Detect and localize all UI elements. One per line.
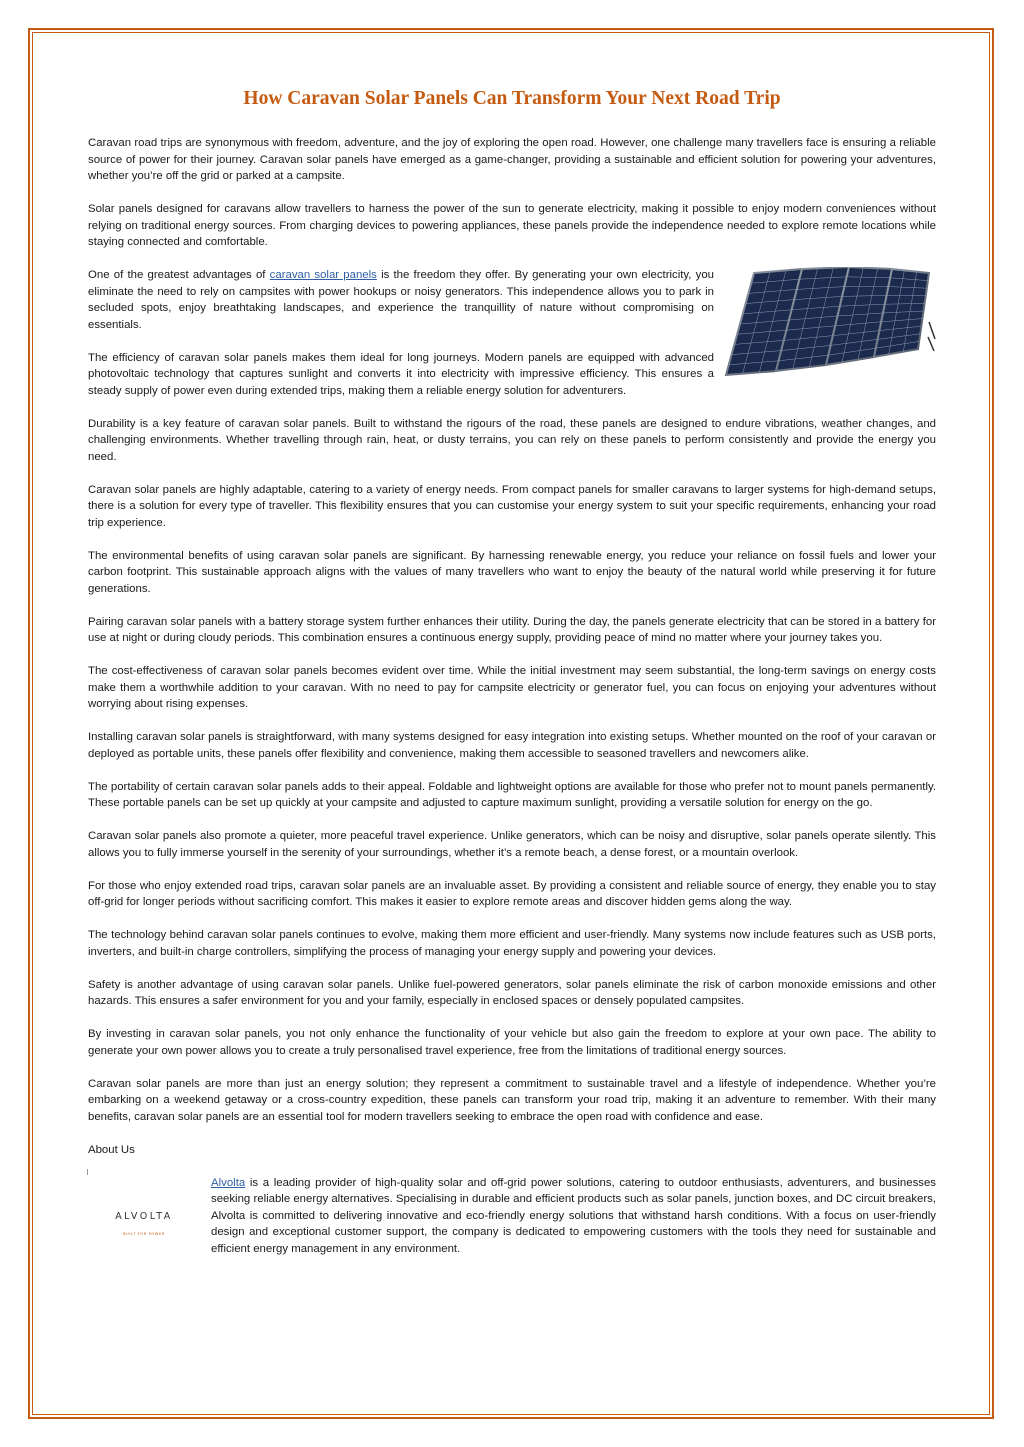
about-heading: About Us [88, 1143, 135, 1156]
alvolta-logo [88, 1175, 200, 1243]
paragraph: Caravan solar panels also promote a quieter, more peaceful travel experience. Unlike generators, which can be noisy and disruptive, solar panels operate silently. This allows you to fully immerse yourself in the serenity of your surroundings, whether it’s a remote beach, a dense forest, or a mountain overlook. [88, 830, 936, 859]
paragraph-intro: Caravan road trips are synonymous with freedom, adventure, and the joy of exploring the open road. However, one challenge many travellers face is ensuring a reliable source of power for their journey. Caravan solar panels have emerged as a game-changer, providing a sustainable and efficient solution for powering your adventures, whether you’re off the grid or parked at a campsite. [88, 137, 936, 182]
paragraph: By investing in caravan solar panels, you not only enhance the functionality of your vehicle but also gain the freedom to explore at your own pace. The ability to generate your own power allows you to create a truly personalised travel experience, free from the limitations of traditional energy sources. [88, 1028, 936, 1057]
paragraph: For those who enjoy extended road trips, caravan solar panels are an invaluable asset. By providing a consistent and reliable source of energy, they enable you to stay off-grid for longer periods without sacrificing comfort. This makes it easier to explore remote areas and discover hidden gems along the way. [88, 879, 936, 908]
paragraph: The portability of certain caravan solar panels adds to their appeal. Foldable and lightweight options are available for those who prefer not to mount panels permanently. These portable panels can be set up quickly at your campsite and adjusted to capture maximum sunlight, providing a versatile solution for energy on the go. [88, 780, 936, 809]
paragraph: Caravan solar panels are highly adaptable, catering to a variety of energy needs. From compact panels for smaller caravans to larger systems for high-demand setups, there is a solution for every type of traveller. This flexibility ensures that you can customise your energy system to suit your specific requirements, enhancing your road trip experience. [88, 483, 936, 529]
paragraph: The environmental benefits of using caravan solar panels are significant. By harnessing renewable energy, you reduce your reliance on fossil fuels and lower your carbon footprint. This sustainable approach aligns with the values of many travellers who want to enjoy the beauty of the natural world while preserving it for future generations. [88, 549, 936, 595]
paragraph: Durability is a key feature of caravan solar panels. Built to withstand the rigours of the road, these panels are designed to endure vibrations, weather changes, and challenging environments. Whether travelling through rain, heat, or dusty terrains, you can rely on these panels to perform consistently and provide the energy you need. [88, 417, 936, 463]
logo-wordmark: ALVOLTA [115, 1210, 173, 1222]
freedom-section [88, 267, 936, 399]
solar-panel-image [724, 267, 936, 377]
paragraphs-bottom [88, 416, 936, 1126]
paragraph: The technology behind caravan solar panels continues to evolve, making them more efficient and user-friendly. Many systems now include features such as USB ports, inverters, and built-in charge controllers, simplifying the process of managing your energy supply and powering your devices. [88, 929, 936, 958]
paragraph-efficiency: The efficiency of caravan solar panels makes them ideal for long journeys. Modern panels are equipped with advanced photovoltaic technology that captures sunlight and converts it into electricity with impressive efficiency. This ensures a steady supply of power even during extended trips, making them a reliable energy solution for adventurers. [88, 351, 714, 397]
freedom-text-end: is the freedom they offer. By generating your own electricity, you eliminate the need to rely on campsites with power hookups or noisy generators. This independence allows you to park in secluded spots, enjoy breathtaking landscapes, and experience the tranquillity of nature without compromising on essentials. [88, 269, 714, 331]
logo-tagline: BUILT FOR POWER [123, 1232, 165, 1236]
freedom-text-start: One of the greatest advantages of [88, 269, 270, 281]
article-title: How Caravan Solar Panels Can Transform Your Next Road Trip [243, 88, 781, 109]
paragraph-solar-design: Solar panels designed for caravans allow travellers to harness the power of the sun to generate electricity, making it possible to enjoy modern conveniences without relying on traditional energy sources. From charging devices to powering appliances, these panels provide the independence needed to explore remote locations while staying connected and comfortable. [88, 203, 936, 248]
divider-tick [87, 1169, 88, 1175]
about-block [88, 1175, 936, 1258]
paragraph: Caravan solar panels are more than just an energy solution; they represent a commitment to sustainable travel and a lifestyle of independence. Whether you’re embarking on a weekend getaway or a cross-country expedition, these panels can transform your road trip, making it an adventure to remember. With their many benefits, caravan solar panels are an essential tool for modern travellers seeking to embrace the open road with confidence and ease. [88, 1077, 936, 1123]
about-text [200, 1175, 936, 1258]
paragraph: The cost-effectiveness of caravan solar panels becomes evident over time. While the initial investment may seem substantial, the long-term savings on energy costs make them a worthwhile addition to your caravan. With no need to pay for campsite electricity or generator fuel, you can focus on enjoying your adventures without worrying about rising expenses. [88, 665, 936, 710]
caravan-solar-panels-link[interactable]: caravan solar panels [269, 269, 377, 281]
alvolta-link[interactable]: Alvolta [211, 1176, 246, 1189]
about-description: is a leading provider of high-quality solar and off-grid power solutions, catering to outdoor enthusiasts, adventurers, and businesses seeking reliable energy alternatives. Specialising in durable and efficient products such as solar panels, junction boxes, and DC circuit breakers, Alvolta is committed to delivering innovative and eco-friendly energy solutions that withstand harsh conditions. With a focus on user-friendly design and exceptional customer support, the company is dedicated to empowering customers with the tools they need for sustainable and efficient energy management in any environment. [211, 1176, 936, 1255]
paragraph: Safety is another advantage of using caravan solar panels. Unlike fuel-powered generators, solar panels eliminate the risk of carbon monoxide emissions and other hazards. This ensures a safer environment for you and your family, especially in enclosed spaces or densely populated campsites. [88, 978, 936, 1007]
paragraph: Installing caravan solar panels is straightforward, with many systems designed for easy integration into existing setups. Whether mounted on the roof of your caravan or deployed as portable units, these panels offer flexibility and convenience, making them accessible to seasoned travellers and newcomers alike. [88, 731, 936, 760]
article [88, 86, 936, 1257]
paragraph: Pairing caravan solar panels with a battery storage system further enhances their utility. During the day, the panels generate electricity that can be stored in a battery for use at night or during cloudy periods. This combination ensures a continuous energy supply, providing peace of mind no matter where your journey takes you. [88, 615, 936, 644]
